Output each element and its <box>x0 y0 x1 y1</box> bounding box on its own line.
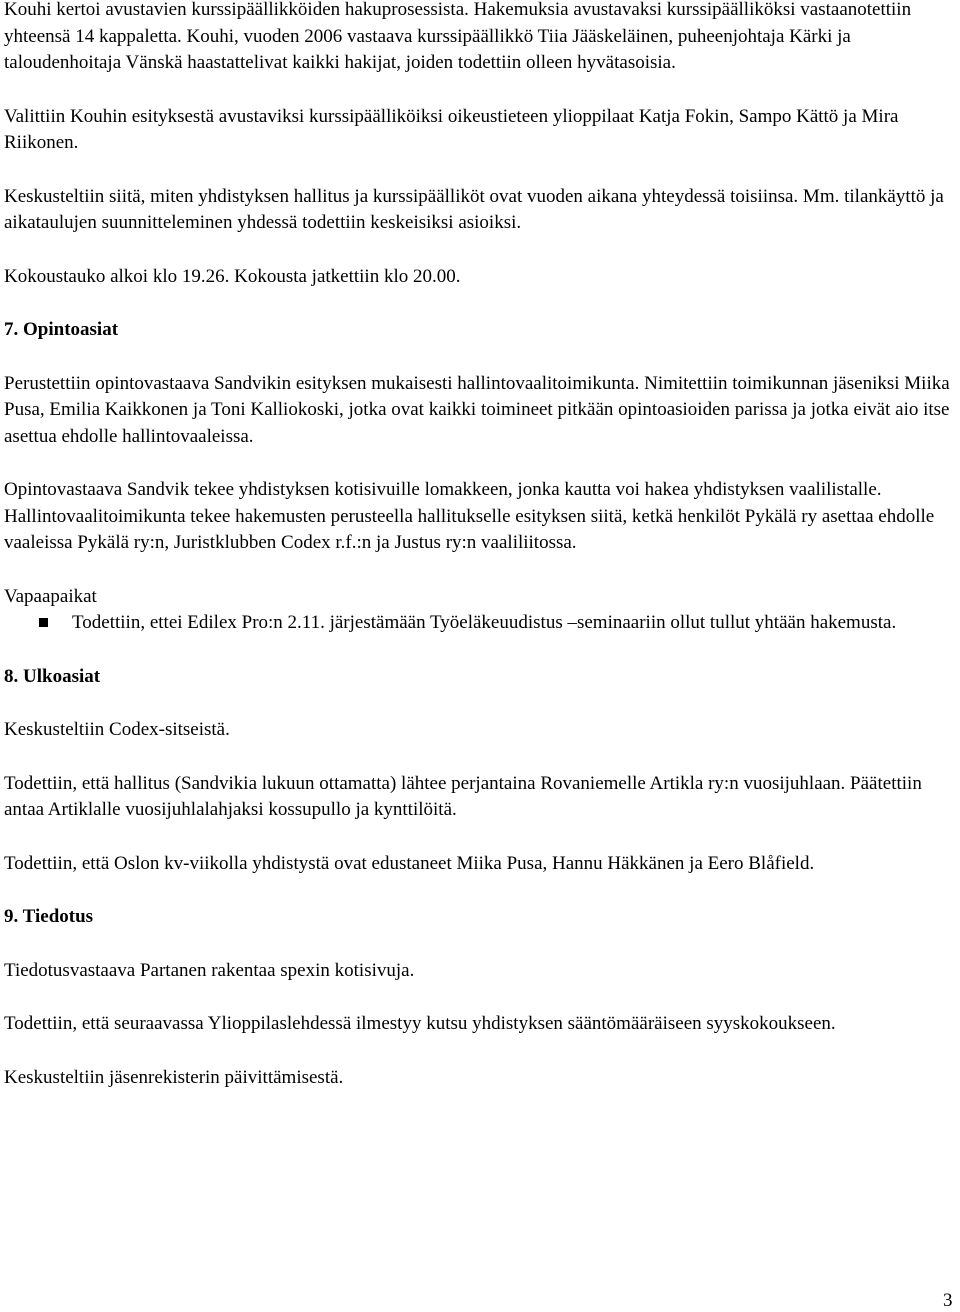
bullet-list <box>4 610 958 637</box>
list-item-text: Todettiin, ettei Edilex Pro:n 2.11. järjestämään Työeläkeuudistus –seminaariin ollut tullut yhtään hakemusta. <box>72 612 897 633</box>
paragraph-committee: Perustettiin opintovastaava Sandvikin esityksen mukaisesti hallintovaalitoimikunta. Nimitettiin toimikunnan jäseniksi Miika Pusa, Emilia Kaikkonen ja Toni Kalliokoski, jotka ovat kaikki toimineet pitkään opintoasioiden parissa ja jotka eivät aio itse asettua ehdolle hallintovaaleissa. <box>4 372 950 447</box>
paragraph-communication: Keskusteltiin siitä, miten yhdistyksen hallitus ja kurssipäälliköt ovat vuoden aikana yhteydessä toisiinsa. Mm. tilankäyttö ja aikataulujen suunnitteleminen yhdessä todettiin keskeisiksi asioiksi. <box>4 185 944 233</box>
section-heading-tiedotus: 9. Tiedotus <box>4 906 94 927</box>
paragraph-member-register: Keskusteltiin jäsenrekisterin päivittämisestä. <box>4 1066 344 1088</box>
paragraph-break: Kokoustauko alkoi klo 19.26. Kokousta jatkettiin klo 20.00. <box>4 265 461 287</box>
document-page <box>4 0 958 1118</box>
section-heading-ulkoasiat: 8. Ulkoasiat <box>4 665 101 687</box>
square-bullet-icon <box>39 618 48 627</box>
paragraph-artikla: Todettiin, että hallitus (Sandvikia lukuun ottamatta) lähtee perjantaina Rovaniemelle Artikla ry:n vuosijuhlaan. Päätettiin antaa Artiklalle vuosijuhlalahjaksi kossupullo ja kynttilöitä. <box>4 772 922 820</box>
page-number: 3 <box>943 1290 953 1311</box>
paragraph-oslo: Todettiin, että Oslon kv-viikolla yhdistystä ovat edustaneet Miika Pusa, Hannu Häkkänen ja Eero Blåfield. <box>4 852 815 874</box>
section-heading-opintoasiat: 7. Opintoasiat <box>4 319 119 340</box>
paragraph-applications: Kouhi kertoi avustavien kurssipäällikköiden hakuprosessista. Hakemuksia avustavaksi kurssipäälliköksi vastaanotettiin yhteensä 14 kappaletta. Kouhi, vuoden 2006 vastaava kurssipäällikkö Tiia Jääskeläinen, puheenjohtaja Kärki ja taloudenhoitaja Vänskä haastattelivat kaikki hakijat, joiden todettiin olleen hyvätasoisia. <box>4 0 912 73</box>
list-item <box>4 610 912 637</box>
subheading-vapaapaikat: Vapaapaikat <box>4 585 97 607</box>
paragraph-election-form: Opintovastaava Sandvik tekee yhdistyksen kotisivuille lomakkeen, jonka kautta voi hakea yhdistyksen vaalilistalle. Hallintovaalitoimikunta tekee hakemusten perusteella hallitukselle esityksen siitä, ketkä henkilöt Pykälä ry asettaa ehdolle vaaleissa Pykälä ry:n, Juristklubben Codex r.f.:n ja Justus ry:n vaaliliitossa. <box>4 479 935 553</box>
paragraph-selection: Valittiin Kouhin esityksestä avustaviksi kurssipäälliköiksi oikeustieteen ylioppilaat Katja Fokin, Sampo Kättö ja Mira Riikonen. <box>4 105 899 153</box>
paragraph-invitation: Todettiin, että seuraavassa Ylioppilaslehdessä ilmestyy kutsu yhdistyksen sääntömääräiseen syyskokoukseen. <box>4 1013 836 1034</box>
paragraph-codex: Keskusteltiin Codex-sitseistä. <box>4 719 230 740</box>
paragraph-spex: Tiedotusvastaava Partanen rakentaa spexin kotisivuja. <box>4 959 415 981</box>
